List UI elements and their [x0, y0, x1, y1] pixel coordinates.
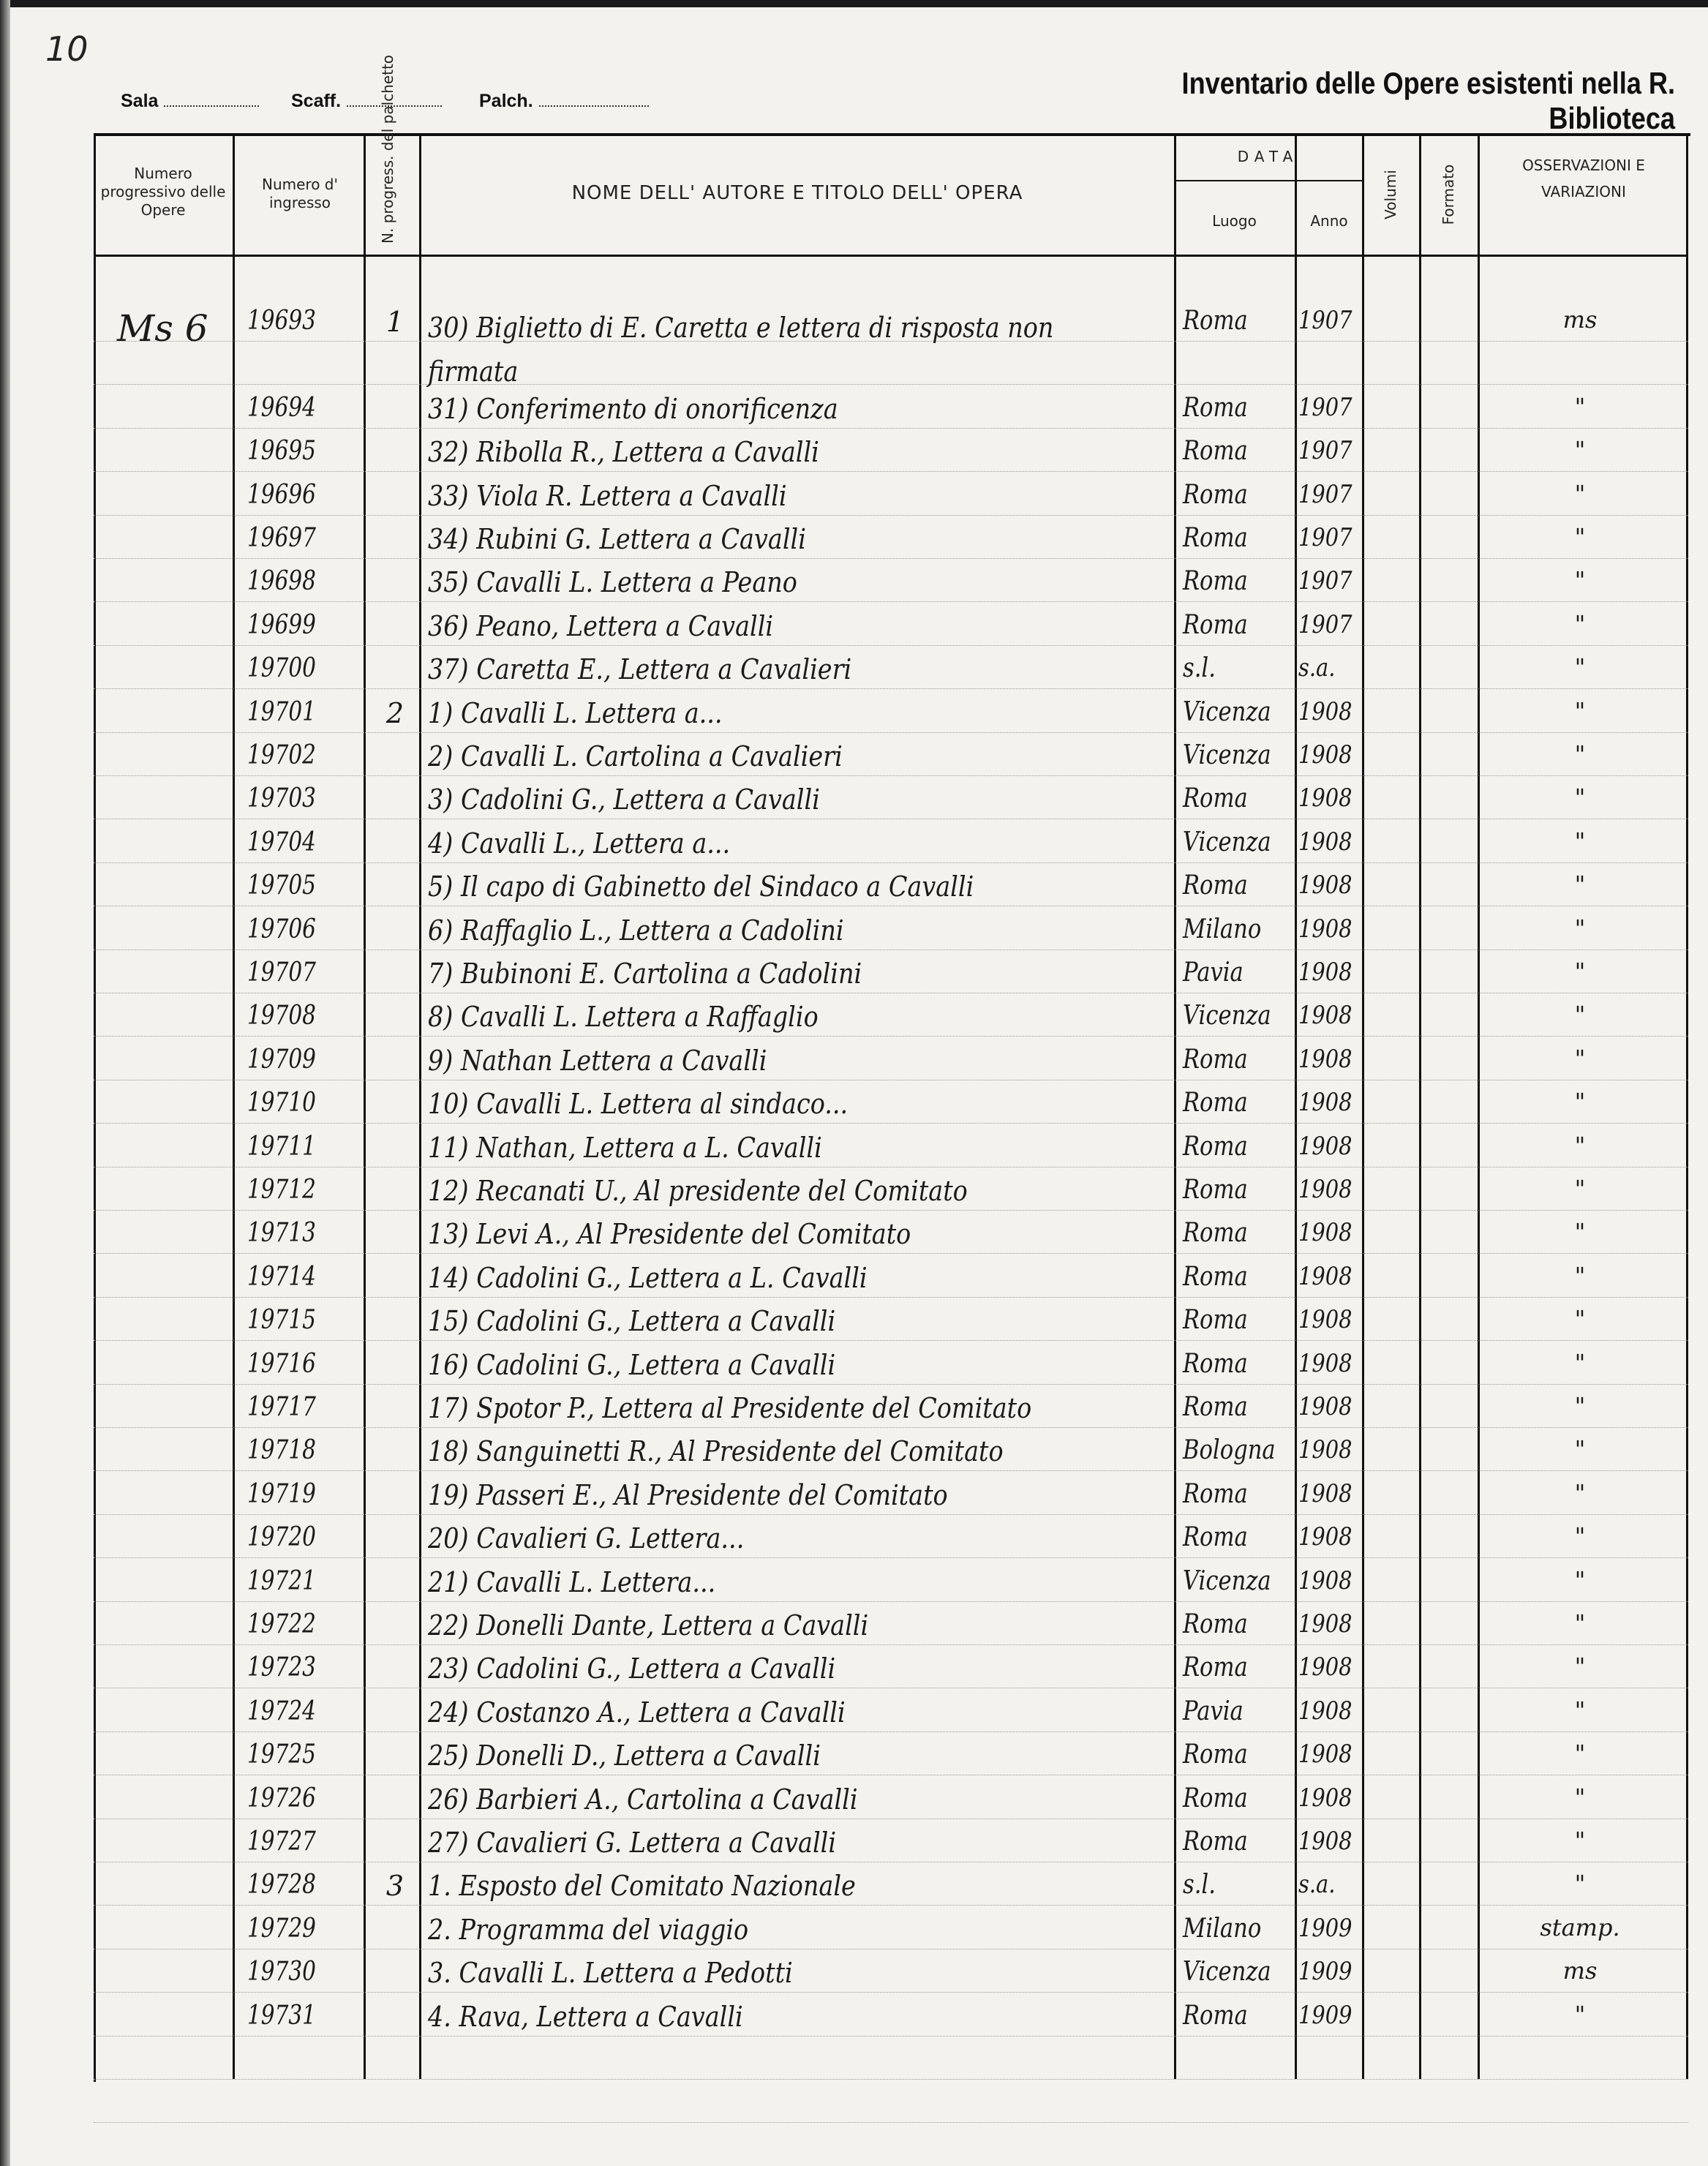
anno-cell: 1907 [1298, 609, 1353, 639]
ruled-line [94, 1731, 1688, 1732]
author-title-cell: 10) Cavalli L. Lettera al sindaco... [428, 1088, 849, 1121]
anno-cell: 1909 [1298, 2000, 1353, 2030]
anno-cell: 1908 [1298, 1435, 1353, 1465]
osservazioni-cell: " [1574, 1870, 1586, 1898]
author-title-cell: 7) Bubinoni E. Cartolina a Cadolini [428, 958, 862, 990]
anno-cell: 1908 [1298, 740, 1353, 770]
osservazioni-cell: " [1574, 1565, 1586, 1594]
ruled-line [94, 2036, 1688, 2037]
corner-page-note: 10 [45, 29, 89, 69]
ruled-line [94, 1644, 1688, 1645]
numero-ingresso-cell: 19724 [247, 1696, 316, 1726]
luogo-cell: Roma [1183, 870, 1248, 901]
numero-ingresso-cell: 19700 [247, 653, 316, 684]
ruled-line [94, 601, 1688, 602]
numero-ingresso-cell: 19719 [247, 1478, 316, 1509]
ruled-line [94, 1297, 1688, 1298]
luogo-cell: Milano [1183, 1913, 1262, 1944]
luogo-cell: Roma [1183, 436, 1248, 467]
author-title-cell: 16) Cadolini G., Lettera a Cavalli [428, 1348, 836, 1381]
numero-ingresso-cell: 19731 [247, 2000, 316, 2031]
osservazioni-cell: " [1574, 1261, 1586, 1290]
palchetto-number-cell: 3 [385, 1870, 405, 1903]
numero-ingresso-cell: 19721 [247, 1565, 316, 1596]
anno-cell: 1908 [1298, 1652, 1353, 1682]
osservazioni-cell: " [1574, 1175, 1586, 1203]
luogo-cell: Roma [1183, 1175, 1248, 1205]
palch-label: Palch. [479, 91, 533, 111]
ruled-line [94, 688, 1688, 689]
scan-left-edge [0, 0, 10, 2166]
anno-cell: s.a. [1298, 1870, 1336, 1900]
osservazioni-cell: " [1574, 609, 1586, 638]
osservazioni-cell: stamp. [1540, 1913, 1620, 1941]
header-nome-autore: NOME DELL' AUTORE E TITOLO DELL' OPERA [571, 182, 1023, 204]
numero-ingresso-cell: 19698 [247, 566, 316, 597]
author-title-cell: 27) Cavalieri G. Lettera a Cavalli [428, 1827, 837, 1859]
scaff-field [291, 91, 442, 112]
luogo-cell: s.l. [1183, 1870, 1216, 1900]
osservazioni-cell: " [1574, 1044, 1586, 1072]
luogo-cell: Vicenza [1183, 740, 1271, 770]
numero-ingresso-cell: 19697 [247, 523, 316, 553]
author-title-cell: 32) Ribolla R., Lettera a Cavalli [428, 436, 819, 469]
author-title-cell: 13) Levi A., Al Presidente del Comitato [428, 1218, 911, 1251]
osservazioni-cell: " [1574, 2000, 1586, 2028]
anno-cell: 1909 [1298, 1913, 1353, 1943]
luogo-cell: Pavia [1183, 1696, 1244, 1726]
author-title-cell: 5) Il capo di Gabinetto del Sindaco a Cavalli [428, 870, 974, 903]
osservazioni-cell: " [1574, 1609, 1586, 1637]
page-title: Inventario delle Opere esistenti nella R. Biblioteca [1181, 66, 1675, 135]
osservazioni-cell: " [1574, 653, 1586, 682]
author-title-cell: 37) Caretta E., Lettera a Cavalieri [428, 653, 852, 686]
ruled-line [94, 1123, 1688, 1124]
col-divider [364, 133, 366, 2079]
osservazioni-cell: " [1574, 523, 1586, 551]
luogo-cell: Roma [1183, 1392, 1248, 1422]
anno-cell: 1908 [1298, 1392, 1353, 1421]
ruled-line [94, 949, 1688, 950]
author-title-cell: 17) Spotor P., Lettera al Presidente del Comitato [428, 1392, 1032, 1424]
ruled-line [94, 1905, 1688, 1906]
numero-ingresso-cell: 19699 [247, 609, 316, 640]
osservazioni-cell: " [1574, 696, 1586, 725]
anno-cell: 1909 [1298, 1957, 1353, 1987]
anno-cell: 1907 [1298, 479, 1353, 509]
author-title-cell: 25) Donelli D., Lettera a Cavalli [428, 1740, 821, 1772]
ruled-line [94, 732, 1688, 733]
luogo-cell: Roma [1183, 1044, 1248, 1075]
header-volumi: Volumi [1382, 170, 1399, 219]
ruled-line [94, 1514, 1688, 1515]
numero-ingresso-cell: 19722 [247, 1609, 316, 1639]
anno-cell: s.a. [1298, 653, 1336, 683]
osservazioni-cell: " [1574, 566, 1586, 595]
ruled-line [94, 1557, 1688, 1558]
numero-ingresso-cell: 19708 [247, 1001, 316, 1031]
author-title-cell: 23) Cadolini G., Lettera a Cavalli [428, 1652, 836, 1685]
luogo-cell: Vicenza [1183, 696, 1271, 727]
ruled-line [94, 1384, 1688, 1385]
header-formato: Formato [1440, 164, 1457, 225]
luogo-cell: Vicenza [1183, 1001, 1271, 1031]
col-divider [1174, 133, 1176, 2079]
header-anno: Anno [1310, 212, 1348, 230]
sala-label: Sala [121, 91, 159, 111]
luogo-cell: Roma [1183, 392, 1248, 423]
numero-ingresso-cell: 19702 [247, 740, 316, 770]
ruled-line [94, 558, 1688, 559]
numero-ingresso-cell: 19695 [247, 436, 316, 467]
numero-ingresso-cell: 19703 [247, 783, 316, 814]
anno-cell: 1908 [1298, 1305, 1353, 1335]
header-numero-progressivo: Numero progressivo delle Opere [100, 165, 226, 219]
anno-cell: 1908 [1298, 1175, 1353, 1204]
luogo-cell: Roma [1183, 1652, 1248, 1683]
author-title-cell: 26) Barbieri A., Cartolina a Cavalli [428, 1783, 858, 1816]
numero-ingresso-cell: 19717 [247, 1392, 316, 1422]
anno-cell: 1908 [1298, 827, 1353, 857]
ruled-line [94, 428, 1688, 429]
col-divider [1295, 133, 1297, 2079]
col-divider [419, 133, 421, 2079]
osservazioni-cell: " [1574, 1740, 1586, 1768]
author-title-cell: 2) Cavalli L. Cartolina a Cavalieri [428, 740, 843, 772]
osservazioni-cell: " [1574, 1827, 1586, 1854]
ms-number: Ms 6 [117, 307, 208, 350]
osservazioni-cell: " [1574, 1435, 1586, 1464]
luogo-cell: Roma [1183, 609, 1248, 640]
author-title-cell: 31) Conferimento di onorificenza [428, 392, 838, 425]
anno-cell: 1908 [1298, 1348, 1353, 1378]
luogo-cell: Roma [1183, 479, 1248, 510]
author-title-cell: 15) Cadolini G., Lettera a Cavalli [428, 1305, 836, 1338]
numero-ingresso-cell: 19701 [247, 696, 316, 727]
luogo-cell: Vicenza [1183, 1565, 1271, 1596]
osservazioni-cell: " [1574, 1392, 1586, 1420]
col-divider [1362, 133, 1364, 2079]
luogo-cell: Pavia [1183, 958, 1244, 988]
anno-cell: 1908 [1298, 1261, 1353, 1291]
osservazioni-cell: " [1574, 1783, 1586, 1811]
osservazioni-cell: " [1574, 870, 1586, 899]
ruled-line [94, 1036, 1688, 1037]
osservazioni-cell: " [1574, 1696, 1586, 1724]
ruled-line [94, 862, 1688, 863]
anno-cell: 1908 [1298, 958, 1353, 987]
author-title-cell: 19) Passeri E., Al Presidente del Comitato [428, 1478, 948, 1511]
palch-blank [539, 102, 649, 107]
luogo-cell: Roma [1183, 2000, 1248, 2031]
osservazioni-cell: " [1574, 1001, 1586, 1029]
anno-cell: 1908 [1298, 1827, 1353, 1856]
author-title-cell: 36) Peano, Lettera a Cavalli [428, 609, 774, 642]
numero-ingresso-cell: 19693 [247, 306, 316, 336]
numero-ingresso-cell: 19714 [247, 1261, 316, 1292]
header-luogo: Luogo [1212, 212, 1257, 230]
author-title-cell: 12) Recanati U., Al presidente del Comitato [428, 1175, 968, 1207]
author-title-cell: 30) Biglietto di E. Caretta e lettera di risposta non firmata [428, 312, 1054, 388]
anno-cell: 1908 [1298, 696, 1353, 726]
osservazioni-cell: " [1574, 827, 1586, 855]
ruled-line [94, 645, 1688, 646]
numero-ingresso-cell: 19725 [247, 1740, 316, 1770]
osservazioni-cell: " [1574, 392, 1586, 421]
luogo-cell: Roma [1183, 1783, 1248, 1813]
header-data: DATA [1237, 148, 1299, 165]
anno-cell: 1908 [1298, 1044, 1353, 1074]
numero-ingresso-cell: 19715 [247, 1305, 316, 1336]
luogo-cell: Roma [1183, 1305, 1248, 1336]
numero-ingresso-cell: 19727 [247, 1827, 316, 1857]
author-title-cell: 11) Nathan, Lettera a L. Cavalli [428, 1131, 822, 1164]
osservazioni-cell: ms [1562, 1957, 1598, 1985]
osservazioni-cell: " [1574, 479, 1586, 508]
author-title-cell: 20) Cavalieri G. Lettera... [428, 1522, 745, 1555]
author-title-cell: 3) Cadolini G., Lettera a Cavalli [428, 783, 820, 816]
luogo-cell: s.l. [1183, 653, 1216, 684]
anno-cell: 1908 [1298, 870, 1353, 900]
author-title-cell: 3. Cavalli L. Lettera a Pedotti [428, 1957, 793, 1990]
ruled-line [94, 1210, 1688, 1211]
anno-cell: 1908 [1298, 1522, 1353, 1552]
author-title-cell: 33) Viola R. Lettera a Cavalli [428, 479, 787, 512]
numero-ingresso-cell: 19726 [247, 1783, 316, 1813]
palchetto-number-cell: 2 [385, 696, 405, 729]
osservazioni-cell: " [1574, 1348, 1586, 1377]
osservazioni-cell: " [1574, 1652, 1586, 1681]
author-title-cell: 34) Rubini G. Lettera a Cavalli [428, 523, 806, 555]
luogo-cell: Milano [1183, 914, 1262, 944]
author-title-cell: 1) Cavalli L. Lettera a... [428, 696, 723, 729]
osservazioni-cell: " [1574, 1522, 1586, 1551]
luogo-cell: Roma [1183, 1740, 1248, 1770]
data-subheader-rule [1174, 180, 1362, 181]
numero-ingresso-cell: 19711 [247, 1131, 316, 1162]
osservazioni-cell: " [1574, 1131, 1586, 1159]
luogo-cell: Vicenza [1183, 1957, 1271, 1988]
ruled-line [94, 1253, 1688, 1254]
anno-cell: 1908 [1298, 1740, 1353, 1770]
palchetto-number-cell: 1 [385, 306, 405, 338]
luogo-cell: Bologna [1183, 1435, 1276, 1466]
sala-field [121, 91, 259, 112]
anno-cell: 1908 [1298, 1609, 1353, 1639]
osservazioni-cell: " [1574, 1305, 1586, 1334]
author-title-cell: 14) Cadolini G., Lettera a L. Cavalli [428, 1261, 868, 1294]
anno-cell: 1908 [1298, 1565, 1353, 1595]
anno-cell: 1907 [1298, 436, 1353, 466]
scaff-label: Scaff. [291, 91, 342, 111]
osservazioni-cell: " [1574, 740, 1586, 768]
osservazioni-cell: " [1574, 1088, 1586, 1116]
osservazioni-cell: " [1574, 1218, 1586, 1246]
anno-cell: 1908 [1298, 1478, 1353, 1508]
ruled-line [94, 2079, 1688, 2080]
luogo-cell: Roma [1183, 1348, 1248, 1379]
luogo-cell: Roma [1183, 566, 1248, 597]
luogo-cell: Roma [1183, 1609, 1248, 1639]
author-title-cell: 24) Costanzo A., Lettera a Cavalli [428, 1696, 846, 1729]
luogo-cell: Roma [1183, 523, 1248, 553]
col-divider [1686, 133, 1688, 2079]
numero-ingresso-cell: 19707 [247, 958, 316, 988]
numero-ingresso-cell: 19728 [247, 1870, 316, 1900]
numero-ingresso-cell: 19716 [247, 1348, 316, 1379]
osservazioni-cell: " [1574, 783, 1586, 812]
luogo-cell: Roma [1183, 1088, 1248, 1118]
anno-cell: 1907 [1298, 392, 1353, 422]
osservazioni-cell: " [1574, 914, 1586, 942]
luogo-cell: Roma [1183, 1261, 1248, 1292]
header-numero-ingresso: Numero d' ingresso [262, 176, 338, 211]
author-title-cell: 4. Rava, Lettera a Cavalli [428, 2000, 743, 2033]
author-title-cell: 6) Raffaglio L., Lettera a Cadolini [428, 914, 844, 947]
author-title-cell: 9) Nathan Lettera a Cavalli [428, 1044, 767, 1077]
anno-cell: 1908 [1298, 1783, 1353, 1813]
luogo-cell: Vicenza [1183, 827, 1271, 857]
anno-cell: 1908 [1298, 914, 1353, 944]
author-title-cell: 4) Cavalli L., Lettera a... [428, 827, 731, 860]
anno-cell: 1908 [1298, 1001, 1353, 1031]
ruled-line [94, 1340, 1688, 1341]
anno-cell: 1907 [1298, 306, 1353, 335]
numero-ingresso-cell: 19694 [247, 392, 316, 423]
anno-cell: 1908 [1298, 1218, 1353, 1248]
numero-ingresso-cell: 19718 [247, 1435, 316, 1466]
anno-cell: 1908 [1298, 783, 1353, 813]
luogo-cell: Roma [1183, 1827, 1248, 1857]
header-bottom-rule [94, 255, 1688, 257]
osservazioni-cell: " [1574, 1478, 1586, 1507]
numero-ingresso-cell: 19713 [247, 1218, 316, 1249]
numero-ingresso-cell: 19704 [247, 827, 316, 857]
scan-top-edge [0, 0, 1708, 7]
palch-field [479, 91, 649, 112]
author-title-cell: 35) Cavalli L. Lettera a Peano [428, 566, 797, 599]
luogo-cell: Roma [1183, 1131, 1248, 1162]
author-title-cell: 1. Esposto del Comitato Nazionale [428, 1870, 856, 1903]
header-n-progress-palchetto: N. progress. del palchetto [379, 54, 396, 244]
author-title-cell: 8) Cavalli L. Lettera a Raffaglio [428, 1001, 819, 1034]
ruled-line [94, 1601, 1688, 1602]
sala-blank [164, 102, 259, 107]
numero-ingresso-cell: 19729 [247, 1913, 316, 1944]
ruled-line [94, 471, 1688, 472]
numero-ingresso-cell: 19705 [247, 870, 316, 901]
numero-ingresso-cell: 19706 [247, 914, 316, 944]
anno-cell: 1908 [1298, 1088, 1353, 1118]
author-title-cell: 2. Programma del viaggio [428, 1913, 749, 1946]
anno-cell: 1908 [1298, 1696, 1353, 1726]
luogo-cell: Roma [1183, 1522, 1248, 1553]
osservazioni-cell: ms [1562, 306, 1598, 334]
ruled-line [94, 1992, 1688, 1993]
luogo-cell: Roma [1183, 1218, 1248, 1249]
numero-ingresso-cell: 19730 [247, 1957, 316, 1988]
ruled-line [94, 2122, 1688, 2123]
author-title-cell: 22) Donelli Dante, Lettera a Cavalli [428, 1609, 869, 1642]
ruled-line [94, 1470, 1688, 1471]
numero-ingresso-cell: 19712 [247, 1175, 316, 1205]
col-divider [1419, 133, 1421, 2079]
author-title-cell: 21) Cavalli L. Lettera... [428, 1565, 716, 1598]
luogo-cell: Roma [1183, 783, 1248, 814]
anno-cell: 1907 [1298, 523, 1353, 552]
col-divider [233, 133, 235, 2079]
ruled-line [94, 775, 1688, 776]
osservazioni-cell: " [1574, 436, 1586, 465]
numero-ingresso-cell: 19723 [247, 1652, 316, 1683]
numero-ingresso-cell: 19709 [247, 1044, 316, 1075]
author-title-cell: 18) Sanguinetti R., Al Presidente del Comitato [428, 1435, 1004, 1468]
header-osservazioni: OSSERVAZIONI E VARIAZIONI [1522, 157, 1645, 200]
anno-cell: 1907 [1298, 566, 1353, 596]
ruled-line [94, 515, 1688, 516]
luogo-cell: Roma [1183, 1478, 1248, 1509]
osservazioni-cell: " [1574, 958, 1586, 985]
ruled-line [94, 1427, 1688, 1428]
numero-ingresso-cell: 19710 [247, 1088, 316, 1118]
anno-cell: 1908 [1298, 1131, 1353, 1161]
numero-ingresso-cell: 19696 [247, 479, 316, 510]
luogo-cell: Roma [1183, 306, 1248, 336]
numero-ingresso-cell: 19720 [247, 1522, 316, 1553]
